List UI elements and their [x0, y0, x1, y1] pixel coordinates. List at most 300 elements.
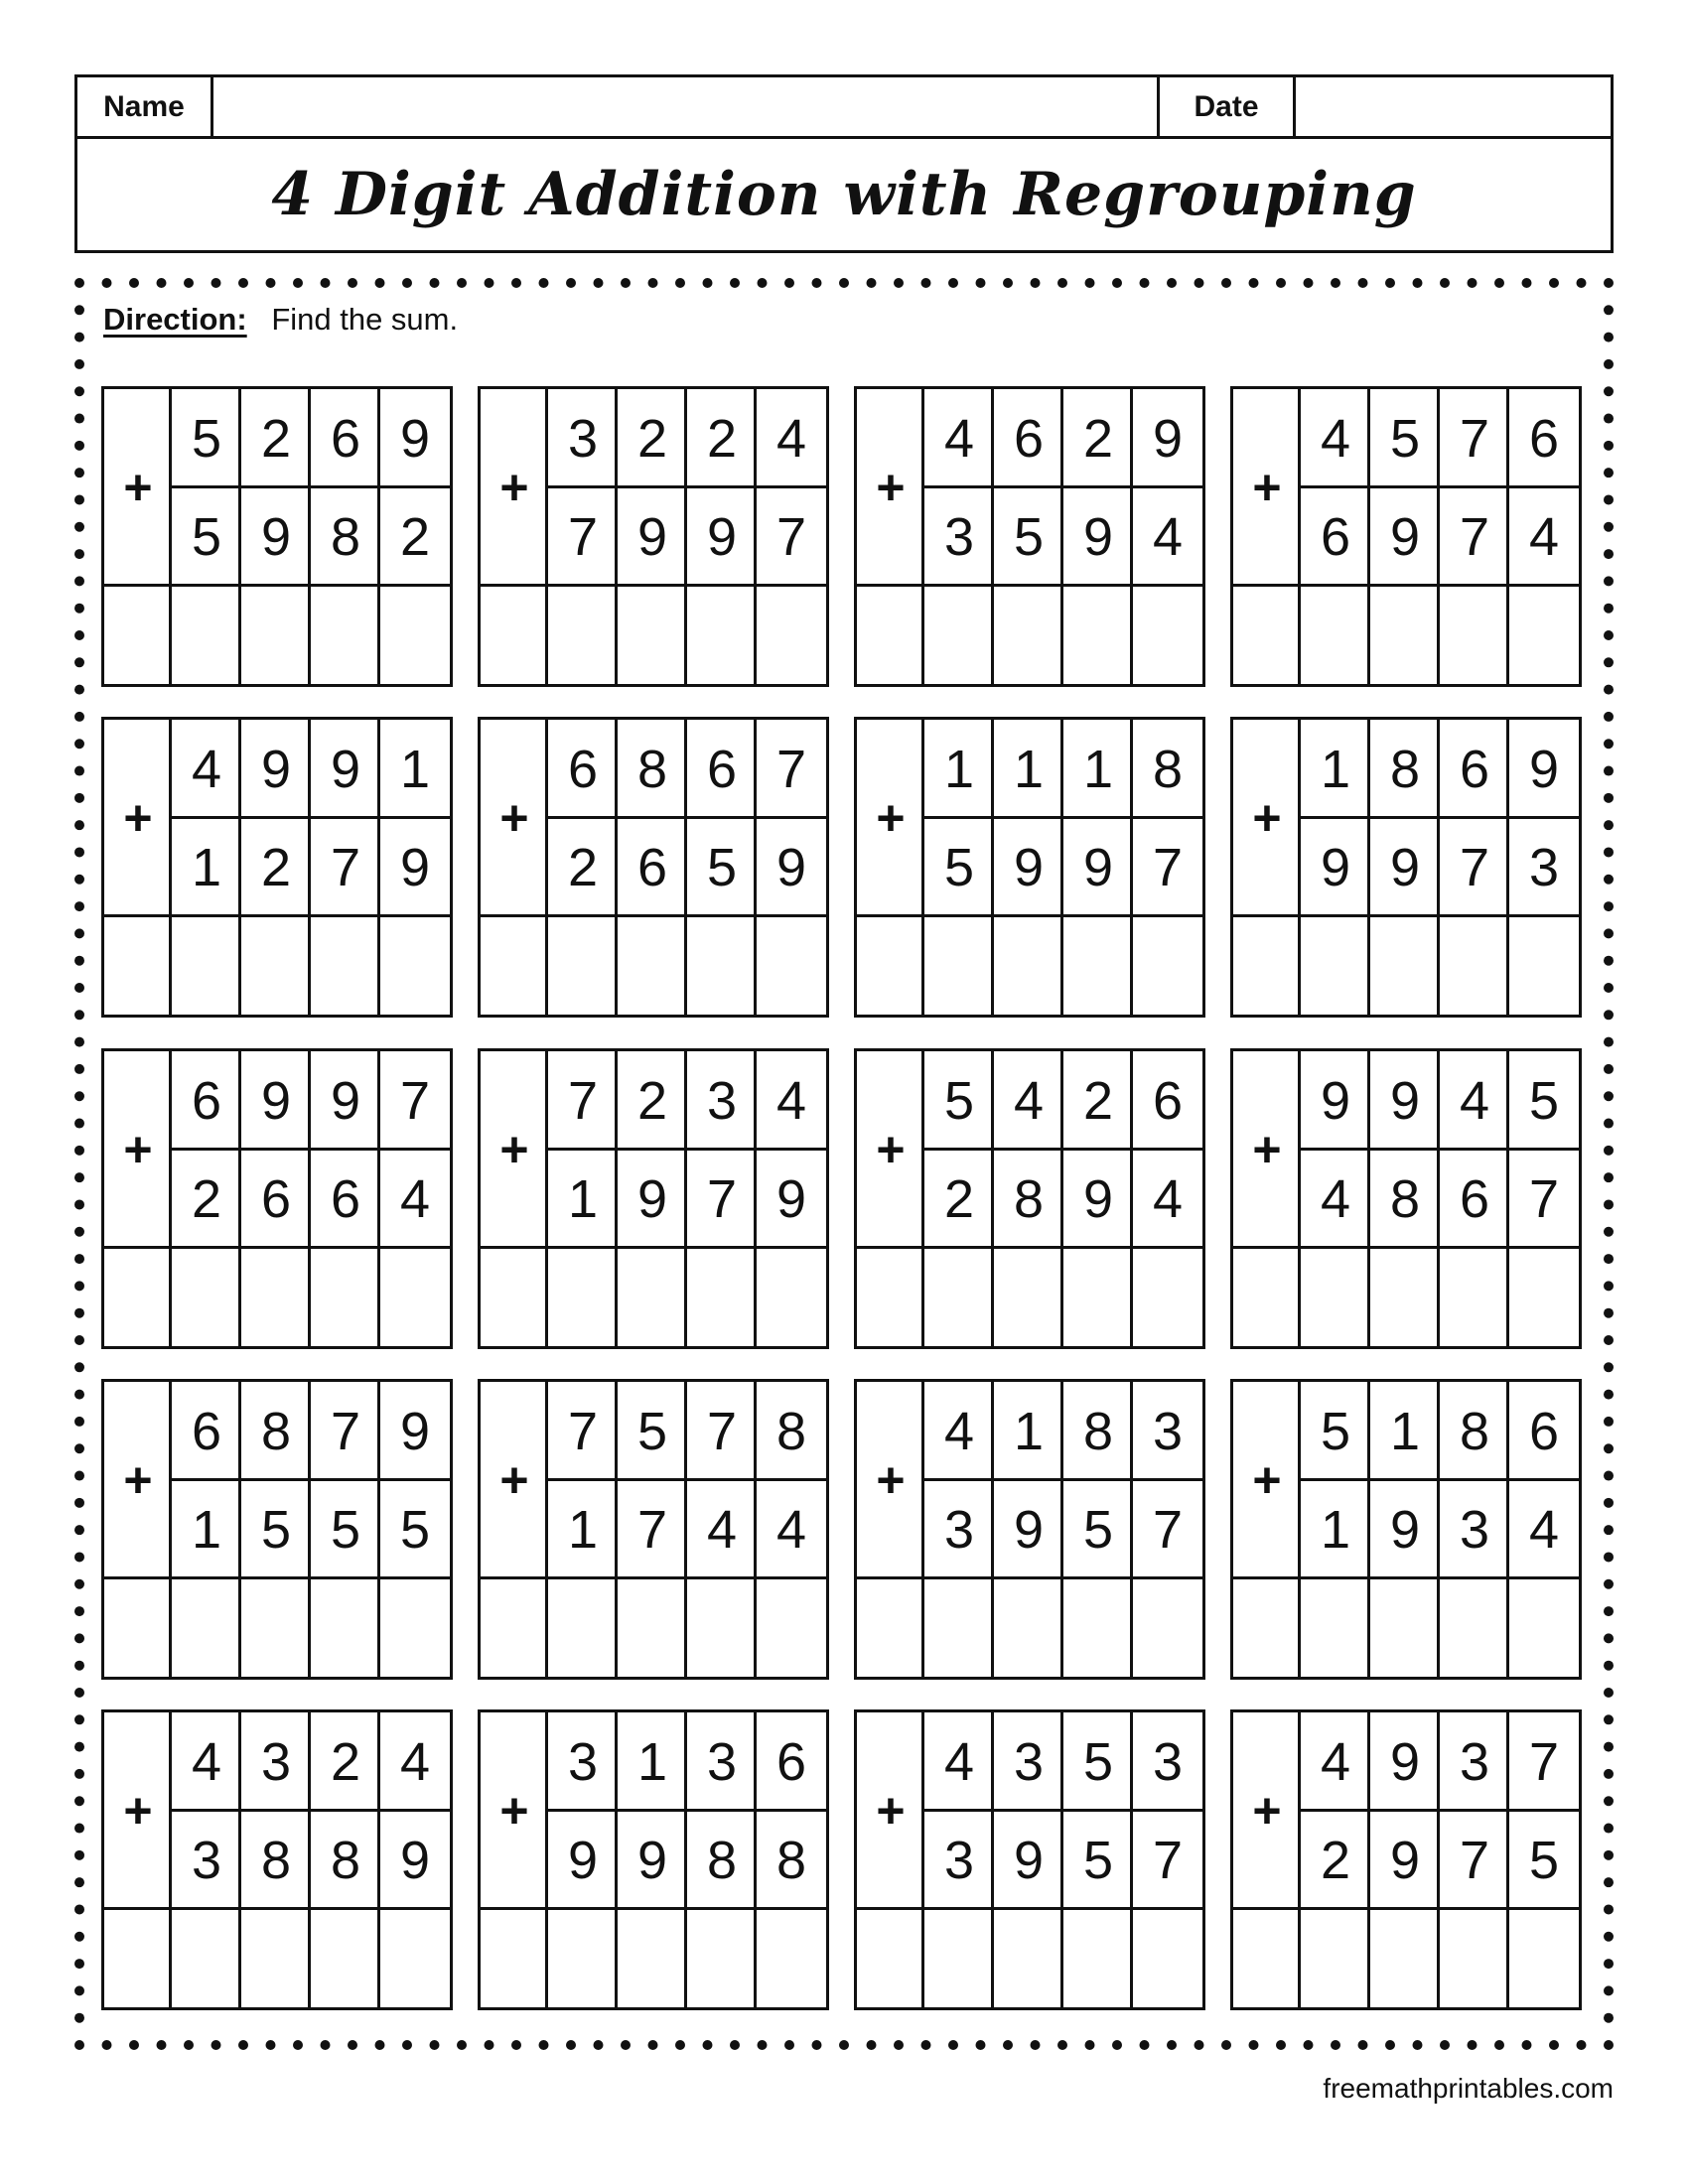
border-dot: [1604, 1443, 1614, 1453]
top-digit: 4: [191, 739, 222, 799]
top-digit: 4: [943, 408, 975, 469]
border-dot: [976, 278, 986, 288]
bottom-digit: 9: [399, 837, 431, 897]
answer-cell[interactable]: [994, 587, 1063, 685]
answer-cell[interactable]: [857, 1579, 926, 1678]
top-digit: 7: [706, 1401, 738, 1461]
border-dot: [74, 1064, 84, 1074]
top-digit: 8: [775, 1401, 807, 1461]
answer-cell[interactable]: [857, 1910, 926, 2008]
border-dot: [1167, 278, 1177, 288]
border-dot: [812, 2040, 822, 2050]
border-dot: [1221, 278, 1231, 288]
top-digit: 3: [706, 1070, 738, 1131]
answer-cell[interactable]: [1440, 1579, 1509, 1678]
top-digit: 9: [260, 1070, 292, 1131]
answer-cell[interactable]: [1301, 1910, 1370, 2008]
border-dot: [1604, 657, 1614, 667]
answer-cell[interactable]: [924, 917, 994, 1016]
border-dot: [74, 901, 84, 911]
border-dot: [238, 2040, 248, 2050]
answer-cell[interactable]: [1509, 1249, 1579, 1347]
bottom-digit: 7: [1459, 1830, 1490, 1890]
answer-cell[interactable]: [994, 917, 1063, 1016]
border-dot: [1604, 549, 1614, 559]
answer-cell[interactable]: [172, 587, 241, 685]
border-dot: [566, 2040, 576, 2050]
bottom-digit: 9: [1013, 837, 1045, 897]
border-dot: [1604, 1525, 1614, 1535]
border-dot: [1276, 2040, 1286, 2050]
answer-cell[interactable]: [687, 917, 757, 1016]
answer-cell[interactable]: [1133, 587, 1202, 685]
border-dot: [1604, 766, 1614, 776]
answer-cell[interactable]: [1440, 1910, 1509, 2008]
problem-8: [1230, 717, 1582, 1018]
top-digit: 6: [706, 739, 738, 799]
bottom-digit: 9: [775, 1168, 807, 1229]
plus-sign: +: [499, 1122, 529, 1177]
border-dot: [758, 2040, 768, 2050]
answer-cell[interactable]: [757, 917, 826, 1016]
answer-cell[interactable]: [241, 1579, 311, 1678]
answer-cell[interactable]: [618, 917, 687, 1016]
border-dot: [430, 2040, 440, 2050]
border-dot: [74, 712, 84, 722]
border-dot: [74, 766, 84, 776]
border-dot: [74, 1308, 84, 1318]
answer-cell[interactable]: [104, 587, 174, 685]
answer-cell[interactable]: [1133, 1910, 1202, 2008]
border-dot: [1057, 2040, 1067, 2050]
border-dot: [1604, 441, 1614, 451]
border-dot: [74, 333, 84, 342]
top-digit: 1: [636, 1731, 668, 1792]
answer-cell[interactable]: [172, 917, 241, 1016]
bottom-digit: 9: [1389, 1499, 1421, 1560]
answer-cell[interactable]: [172, 1910, 241, 2008]
top-digit: 6: [191, 1070, 222, 1131]
bottom-digit: 5: [1082, 1830, 1114, 1890]
answer-cell[interactable]: [1370, 1579, 1440, 1678]
answer-cell[interactable]: [1301, 917, 1370, 1016]
top-digit: 2: [636, 408, 668, 469]
answer-cell[interactable]: [481, 917, 550, 1016]
border-dot: [74, 1633, 84, 1643]
top-digit: 3: [567, 1731, 599, 1792]
answer-cell[interactable]: [380, 1910, 450, 2008]
border-dot: [348, 2040, 357, 2050]
border-dot: [74, 1877, 84, 1887]
top-digit: 5: [943, 1070, 975, 1131]
border-dot: [1085, 278, 1095, 288]
border-dot: [1140, 278, 1150, 288]
border-dot: [1604, 386, 1614, 396]
border-dot: [74, 1661, 84, 1671]
answer-cell[interactable]: [548, 1910, 618, 2008]
direction-label: Direction:: [103, 302, 247, 337]
bottom-digit: 7: [1152, 837, 1184, 897]
answer-cell[interactable]: [857, 1249, 926, 1347]
border-dot: [1385, 2040, 1395, 2050]
bottom-digit: 4: [399, 1168, 431, 1229]
plus-sign: +: [499, 460, 529, 515]
border-dot: [1604, 956, 1614, 966]
border-dot: [102, 2040, 112, 2050]
border-dot: [74, 739, 84, 749]
plus-sign: +: [1252, 1452, 1282, 1508]
plus-sign: +: [123, 790, 153, 846]
answer-cell[interactable]: [548, 1579, 618, 1678]
answer-cell[interactable]: [924, 1910, 994, 2008]
border-dot: [74, 630, 84, 640]
border-dot: [74, 2013, 84, 2023]
border-dot: [1604, 1390, 1614, 1400]
top-digit: 4: [775, 408, 807, 469]
answer-cell[interactable]: [1440, 917, 1509, 1016]
top-digit: 5: [1082, 1731, 1114, 1792]
border-dot: [74, 576, 84, 586]
border-dot: [157, 278, 167, 288]
answer-cell[interactable]: [172, 1579, 241, 1678]
top-digit: 3: [260, 1731, 292, 1792]
answer-cell[interactable]: [1370, 917, 1440, 1016]
answer-cell[interactable]: [1063, 1579, 1133, 1678]
border-dot: [1604, 1010, 1614, 1020]
answer-cell[interactable]: [380, 1579, 450, 1678]
answer-cell[interactable]: [757, 1579, 826, 1678]
border-dot: [1604, 1254, 1614, 1264]
border-dot: [1604, 278, 1614, 288]
answer-cell[interactable]: [618, 1249, 687, 1347]
border-dot: [1604, 1119, 1614, 1129]
border-dot: [238, 278, 248, 288]
border-dot: [675, 2040, 685, 2050]
border-dot: [1604, 1335, 1614, 1345]
border-dot: [74, 441, 84, 451]
border-dot: [921, 278, 931, 288]
border-dot: [948, 2040, 958, 2050]
answer-cell[interactable]: [1509, 1579, 1579, 1678]
border-dot: [1604, 1606, 1614, 1616]
top-digit: 1: [1320, 739, 1351, 799]
border-dot: [1604, 522, 1614, 532]
border-dot: [1494, 278, 1504, 288]
border-dot: [1604, 1904, 1614, 1914]
border-dot: [1604, 1417, 1614, 1427]
answer-cell[interactable]: [311, 917, 380, 1016]
border-dot: [1604, 1498, 1614, 1508]
answer-cell[interactable]: [687, 1249, 757, 1347]
top-digit: 6: [1013, 408, 1045, 469]
bottom-digit: 5: [1528, 1830, 1560, 1890]
border-dot: [1331, 278, 1340, 288]
plus-sign: +: [123, 1783, 153, 1839]
answer-cell[interactable]: [1233, 917, 1303, 1016]
border-dot: [1112, 278, 1122, 288]
answer-cell[interactable]: [757, 1249, 826, 1347]
answer-cell[interactable]: [618, 1910, 687, 2008]
problem-3: [854, 386, 1205, 687]
bottom-digit: 8: [260, 1830, 292, 1890]
border-dot: [1604, 1552, 1614, 1562]
answer-cell[interactable]: [857, 587, 926, 685]
border-dot: [703, 278, 713, 288]
answer-cell[interactable]: [1509, 917, 1579, 1016]
border-dot: [129, 2040, 139, 2050]
answer-cell[interactable]: [1440, 1249, 1509, 1347]
border-dot: [1440, 278, 1450, 288]
border-dot: [74, 1172, 84, 1182]
border-dot: [74, 1471, 84, 1481]
answer-cell[interactable]: [481, 1910, 550, 2008]
border-dot: [1604, 494, 1614, 504]
border-dot: [102, 278, 112, 288]
bottom-digit: 4: [775, 1499, 807, 1560]
border-dot: [74, 468, 84, 478]
border-dot: [266, 2040, 276, 2050]
bottom-digit: 4: [1528, 506, 1560, 567]
border-dot: [1304, 278, 1314, 288]
top-digit: 6: [567, 739, 599, 799]
top-digit: 2: [1082, 408, 1114, 469]
border-dot: [1604, 305, 1614, 315]
border-dot: [293, 2040, 303, 2050]
border-dot: [894, 278, 904, 288]
answer-cell[interactable]: [104, 1910, 174, 2008]
answer-cell[interactable]: [757, 587, 826, 685]
top-digit: 5: [191, 408, 222, 469]
answer-cell[interactable]: [104, 1579, 174, 1678]
plus-sign: +: [123, 460, 153, 515]
answer-cell[interactable]: [687, 1579, 757, 1678]
border-dot: [1604, 1172, 1614, 1182]
answer-cell[interactable]: [687, 587, 757, 685]
answer-cell[interactable]: [994, 1249, 1063, 1347]
bottom-digit: 2: [191, 1168, 222, 1229]
border-dot: [1604, 1688, 1614, 1698]
answer-cell[interactable]: [481, 587, 550, 685]
top-digit: 9: [1389, 1070, 1421, 1131]
answer-cell[interactable]: [548, 917, 618, 1016]
bottom-digit: 9: [636, 506, 668, 567]
bottom-digit: 9: [1389, 1830, 1421, 1890]
answer-cell[interactable]: [1063, 587, 1133, 685]
top-digit: 8: [1152, 739, 1184, 799]
bottom-digit: 9: [775, 837, 807, 897]
border-dot: [74, 414, 84, 424]
border-dot: [74, 359, 84, 369]
bottom-digit: 3: [191, 1830, 222, 1890]
answer-cell[interactable]: [380, 1249, 450, 1347]
answer-cell[interactable]: [1063, 1249, 1133, 1347]
border-dot: [1413, 2040, 1423, 2050]
top-digit: 4: [943, 1401, 975, 1461]
answer-cell[interactable]: [1370, 587, 1440, 685]
border-dot: [485, 2040, 494, 2050]
answer-cell[interactable]: [1301, 1249, 1370, 1347]
border-dot: [1604, 576, 1614, 586]
border-dot: [1604, 1227, 1614, 1237]
top-digit: 7: [1459, 408, 1490, 469]
border-dot: [74, 1119, 84, 1129]
top-digit: 4: [399, 1731, 431, 1792]
border-dot: [1604, 1471, 1614, 1481]
answer-cell[interactable]: [1509, 1910, 1579, 2008]
problem-15: [854, 1379, 1205, 1680]
answer-cell[interactable]: [757, 1910, 826, 2008]
border-dot: [74, 1390, 84, 1400]
answer-cell[interactable]: [618, 587, 687, 685]
border-dot: [74, 820, 84, 830]
border-dot: [74, 1281, 84, 1291]
border-dot: [1604, 1579, 1614, 1589]
border-dot: [1522, 2040, 1532, 2050]
answer-cell[interactable]: [1233, 1579, 1303, 1678]
bottom-digit: 5: [191, 506, 222, 567]
answer-cell[interactable]: [104, 917, 174, 1016]
answer-cell[interactable]: [994, 1579, 1063, 1678]
border-dot: [74, 1037, 84, 1047]
border-dot: [675, 278, 685, 288]
answer-cell[interactable]: [548, 1249, 618, 1347]
answer-cell[interactable]: [1370, 1910, 1440, 2008]
problem-10: [478, 1048, 829, 1349]
answer-cell[interactable]: [1063, 1910, 1133, 2008]
border-dot: [1604, 847, 1614, 857]
border-dot: [375, 278, 385, 288]
border-dot: [648, 278, 658, 288]
top-digit: 6: [330, 408, 361, 469]
answer-cell[interactable]: [1440, 587, 1509, 685]
answer-cell[interactable]: [1370, 1249, 1440, 1347]
border-dot: [1249, 2040, 1259, 2050]
border-dot: [1604, 1308, 1614, 1318]
answer-cell[interactable]: [380, 917, 450, 1016]
answer-cell[interactable]: [1233, 1249, 1303, 1347]
answer-cell[interactable]: [311, 587, 380, 685]
bottom-digit: 6: [1459, 1168, 1490, 1229]
border-dot: [1604, 1199, 1614, 1209]
answer-cell[interactable]: [241, 587, 311, 685]
plus-sign: +: [1252, 790, 1282, 846]
answer-cell[interactable]: [311, 1910, 380, 2008]
bottom-digit: 9: [636, 1168, 668, 1229]
border-dot: [457, 278, 467, 288]
border-dot: [457, 2040, 467, 2050]
plus-sign: +: [123, 1452, 153, 1508]
bottom-digit: 3: [943, 1499, 975, 1560]
answer-cell[interactable]: [241, 1910, 311, 2008]
answer-cell[interactable]: [1133, 1579, 1202, 1678]
border-dot: [539, 278, 549, 288]
top-digit: 1: [943, 739, 975, 799]
bottom-digit: 5: [943, 837, 975, 897]
bottom-digit: 7: [1152, 1830, 1184, 1890]
problem-19: [854, 1709, 1205, 2010]
answer-cell[interactable]: [104, 1249, 174, 1347]
plus-sign: +: [876, 1452, 906, 1508]
answer-cell[interactable]: [1233, 587, 1303, 685]
border-dot: [1604, 2040, 1614, 2050]
bottom-digit: 9: [399, 1830, 431, 1890]
border-dot: [74, 549, 84, 559]
answer-cell[interactable]: [994, 1910, 1063, 2008]
border-dot: [1604, 1850, 1614, 1860]
bottom-digit: 7: [706, 1168, 738, 1229]
border-dot: [74, 1498, 84, 1508]
answer-cell[interactable]: [481, 1249, 550, 1347]
top-digit: 3: [1152, 1731, 1184, 1792]
border-dot: [74, 1335, 84, 1345]
answer-cell[interactable]: [1509, 587, 1579, 685]
answer-cell[interactable]: [618, 1579, 687, 1678]
bottom-digit: 4: [1152, 1168, 1184, 1229]
top-digit: 9: [1152, 408, 1184, 469]
answer-cell[interactable]: [1233, 1910, 1303, 2008]
border-dot: [74, 522, 84, 532]
border-dot: [74, 1985, 84, 1995]
border-dot: [1604, 1742, 1614, 1752]
bottom-digit: 5: [1082, 1499, 1114, 1560]
border-dot: [157, 2040, 167, 2050]
answer-cell[interactable]: [1301, 587, 1370, 685]
border-dot: [211, 278, 221, 288]
answer-cell[interactable]: [1063, 917, 1133, 1016]
border-dot: [1604, 685, 1614, 695]
answer-cell[interactable]: [1133, 917, 1202, 1016]
top-digit: 3: [706, 1731, 738, 1792]
answer-cell[interactable]: [481, 1579, 550, 1678]
answer-cell[interactable]: [1301, 1579, 1370, 1678]
bottom-digit: 7: [775, 506, 807, 567]
problem-1: [101, 386, 453, 687]
top-digit: 6: [191, 1401, 222, 1461]
answer-cell[interactable]: [548, 587, 618, 685]
bottom-digit: 5: [399, 1499, 431, 1560]
answer-cell[interactable]: [311, 1249, 380, 1347]
answer-cell[interactable]: [924, 587, 994, 685]
border-dot: [1604, 901, 1614, 911]
bottom-digit: 5: [330, 1499, 361, 1560]
border-dot: [648, 2040, 658, 2050]
date-label: Date: [1160, 77, 1296, 136]
answer-cell[interactable]: [857, 917, 926, 1016]
answer-cell[interactable]: [1133, 1249, 1202, 1347]
problem-20: [1230, 1709, 1582, 2010]
answer-cell[interactable]: [380, 587, 450, 685]
top-digit: 1: [1013, 1401, 1045, 1461]
bottom-digit: 9: [636, 1830, 668, 1890]
border-dot: [812, 278, 822, 288]
answer-cell[interactable]: [172, 1249, 241, 1347]
border-dot: [1604, 1932, 1614, 1942]
answer-cell[interactable]: [687, 1910, 757, 2008]
bottom-digit: 1: [567, 1168, 599, 1229]
answer-cell[interactable]: [241, 1249, 311, 1347]
answer-cell[interactable]: [241, 917, 311, 1016]
bottom-digit: 2: [567, 837, 599, 897]
answer-cell[interactable]: [311, 1579, 380, 1678]
border-dot: [1604, 1877, 1614, 1887]
border-dot: [1604, 1661, 1614, 1671]
bottom-digit: 7: [1459, 837, 1490, 897]
bottom-digit: 6: [330, 1168, 361, 1229]
answer-cell[interactable]: [924, 1579, 994, 1678]
answer-cell[interactable]: [924, 1249, 994, 1347]
border-dot: [1604, 1985, 1614, 1995]
problem-6: [478, 717, 829, 1018]
